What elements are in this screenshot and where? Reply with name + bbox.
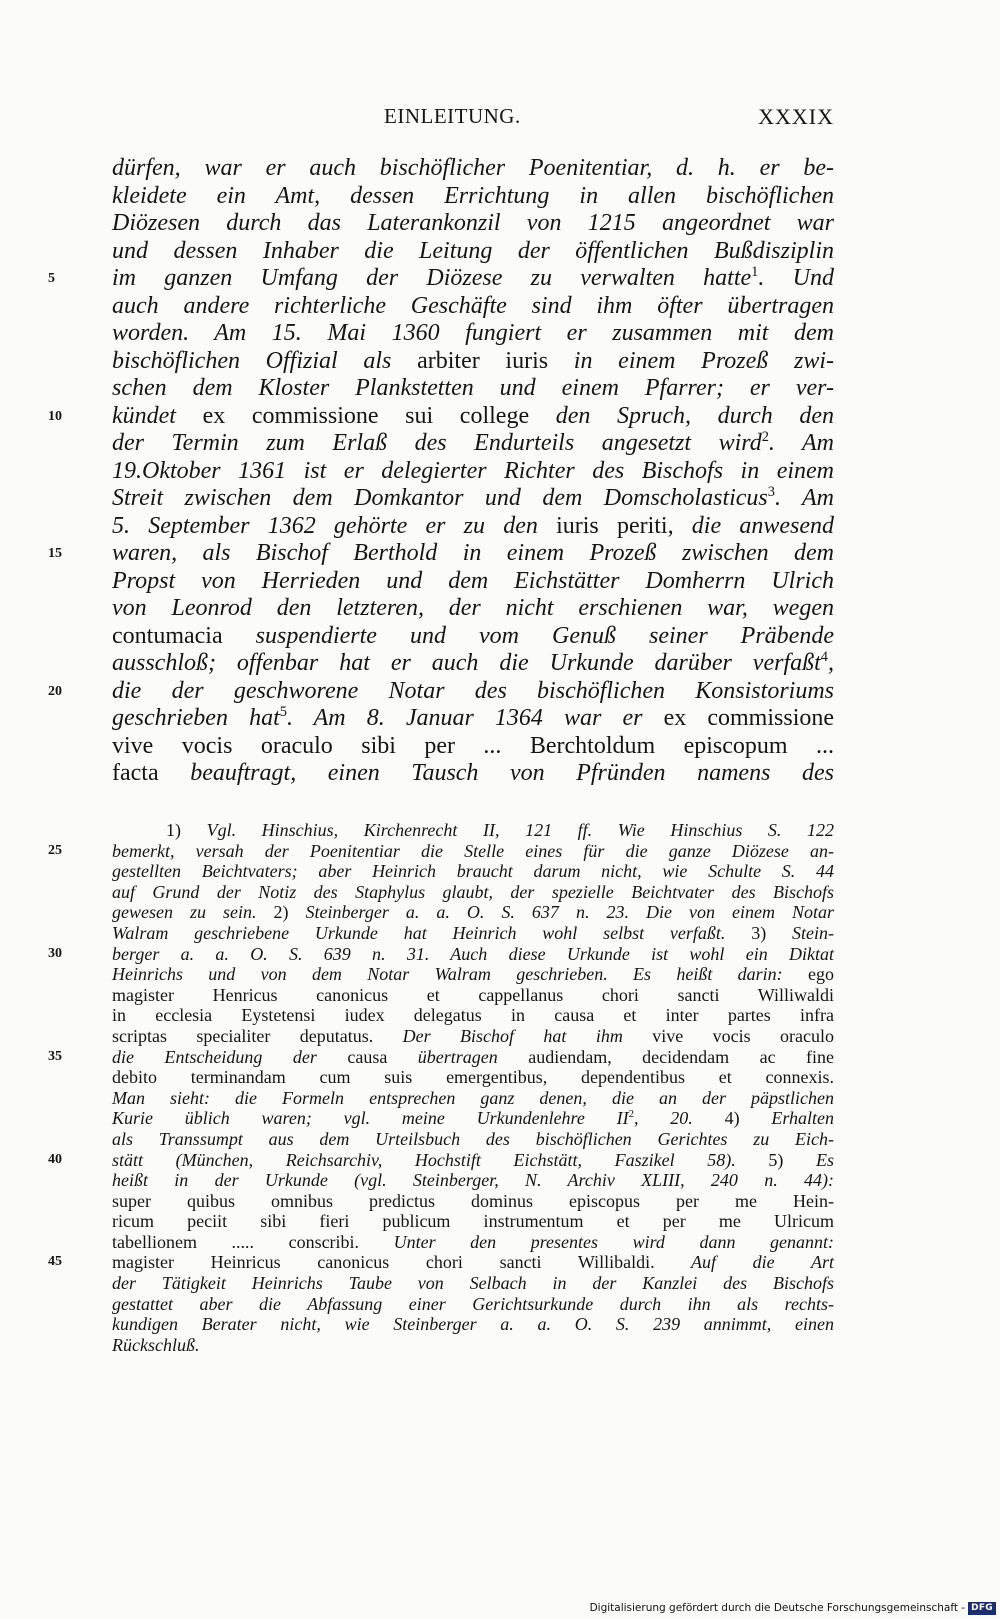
text-segment: 5)	[768, 1149, 817, 1170]
text-line	[48, 264, 834, 293]
text-segment: und dessen Inhaber die Leitung der öffentlichen Bußdisziplin	[112, 237, 834, 264]
footnote-line	[48, 1252, 835, 1273]
text-segment: schen dem Kloster Plankstetten und einem Pfarrer; er ver-	[112, 375, 834, 401]
text-segment: audiendam, decidendam ac fine	[528, 1046, 834, 1067]
footnote-line	[112, 1026, 834, 1047]
footnote-line	[48, 1046, 834, 1068]
text-segment: auf Grund der Notiz des Staphylus glaubt, der spezielle Beichtvater des Bischofs	[112, 881, 834, 902]
footnote-line	[112, 1191, 834, 1212]
text-segment: ricum peciit sibi fieri publicum instrumentum et per me Ulricum	[112, 1211, 834, 1232]
text-line	[112, 733, 834, 761]
text-segment: vive vocis oraculo	[652, 1025, 834, 1046]
footnote-line	[112, 1088, 834, 1109]
text-segment: auch andere richterliche Geschäfte sind ihm öfter übertragen	[112, 292, 834, 319]
running-title: EINLEITUNG.	[384, 104, 521, 128]
footnote-line	[112, 1211, 834, 1232]
text-line	[112, 183, 834, 211]
text-segment: dürfen, war er auch bischöflicher Poenitentiar, d. h. er be-	[112, 155, 834, 181]
footnote-line	[112, 1129, 834, 1150]
text-segment: Stein-	[792, 922, 835, 943]
funding-footer	[590, 1601, 996, 1615]
text-segment: bemerkt, versah der Poenitentiar die Stelle eines für die ganze Diözese an-	[112, 840, 834, 861]
text-segment: Diözesen durch das Laterankonzil von 1215 angeordnet war	[112, 210, 834, 236]
text-segment: stätt (München, Reichsarchiv, Hochstift Eichstätt, Faszikel 58).	[112, 1149, 769, 1170]
text-line	[112, 210, 834, 238]
footnote-line	[112, 1314, 834, 1335]
text-segment: in einem Prozeß zwi-	[548, 347, 834, 374]
footnote-line	[112, 1108, 834, 1129]
text-line	[112, 155, 834, 183]
text-segment: in ecclesia Eystetensi iudex delegatus in causa et inter partes infra	[112, 1005, 834, 1026]
footnote-line	[112, 1294, 834, 1315]
text-segment: worden. Am 15. Mai 1360 fungiert er zusammen mit dem	[112, 320, 834, 346]
text-segment: berger a. a. O. S. 639 n. 31. Auch diese Urkunde ist wohl ein Diktat	[112, 943, 834, 964]
text-segment: , 20.	[634, 1108, 725, 1129]
text-segment: 19.Oktober 1361 ist er delegierter Richter des Bischofs in einem	[112, 457, 834, 484]
text-segment: iuris periti	[556, 512, 668, 539]
text-line	[112, 705, 834, 733]
text-line	[112, 238, 834, 266]
text-segment: 4)	[724, 1108, 772, 1129]
text-segment: 2)	[273, 902, 306, 923]
text-segment: super quibus omnibus predictus dominus episcopus per me Hein-	[112, 1190, 834, 1211]
text-line	[112, 568, 834, 596]
text-segment: heißt in der Urkunde (vgl. Steinberger, N. Archiv XLIII, 240 n. 44):	[112, 1170, 834, 1191]
text-segment: der Termin zum Erlaß des Endurteils angesetzt wird	[112, 430, 762, 456]
dfg-logo: DFG	[968, 1602, 996, 1615]
running-header	[112, 104, 834, 134]
text-segment: contumacia	[112, 622, 223, 649]
text-segment: facta	[112, 760, 159, 786]
text-line	[112, 320, 834, 348]
page-number: XXXIX	[758, 104, 834, 129]
text-segment: 3)	[751, 922, 793, 943]
text-segment: Steinberger a. a. O. S. 637 n. 23. Die von einem Notar	[305, 902, 834, 923]
footnote-line	[112, 1335, 834, 1356]
text-line	[48, 402, 834, 431]
line-number: 15	[48, 546, 62, 561]
text-segment: 1)	[166, 820, 207, 840]
text-segment: Der Bischof hat ihm	[373, 1025, 653, 1046]
text-line	[48, 677, 834, 706]
text-segment: bischöflichen Offizial als	[112, 347, 418, 374]
text-segment: magister Heinricus canonicus chori sancti Willibaldi.	[112, 1252, 655, 1273]
text-line	[112, 595, 834, 623]
text-segment: . Am	[774, 485, 834, 511]
text-segment: Propst von Herrieden und dem Eichstätter Domherrn Ulrich	[112, 567, 834, 594]
footnote-line	[48, 840, 834, 862]
text-line	[112, 348, 834, 376]
footnote-line	[112, 1170, 834, 1191]
text-segment: gestellten Beichtvaters; aber Heinrich braucht darum nicht, wie Schulte S. 44	[112, 861, 834, 882]
footnote-line	[112, 1005, 834, 1026]
text-segment: von Leonrod den letzteren, der nicht erschienen war, wegen	[112, 595, 834, 621]
text-line	[112, 650, 834, 678]
footnote-marker: 2	[761, 429, 769, 445]
text-segment: Man sieht: die Formeln entsprechen ganz denen, die an der päpstlichen	[112, 1087, 834, 1108]
footnotes	[48, 820, 835, 1355]
main-text	[48, 155, 835, 788]
text-segment: suspendierte und vom Genuß seiner Präbende	[222, 622, 834, 649]
line-number: 30	[48, 945, 62, 961]
text-segment: . Am	[768, 430, 835, 456]
text-line	[112, 623, 834, 651]
footnote-line	[112, 1273, 834, 1294]
text-line	[112, 458, 834, 486]
text-segment: gewesen zu sein.	[112, 902, 274, 923]
text-line	[112, 760, 834, 788]
text-segment: übertragen	[387, 1046, 529, 1067]
line-number: 25	[48, 842, 62, 858]
line-number: 40	[48, 1151, 62, 1167]
footnote-marker: 5	[279, 704, 287, 720]
text-segment: die Entscheidung der	[112, 1046, 348, 1067]
text-segment: Walram geschriebene Urkunde hat Heinrich wohl selbst verfaßt.	[112, 922, 752, 943]
text-segment: waren, als Bischof Berthold in einem Prozeß zwischen dem	[112, 540, 834, 566]
footnote-line	[112, 861, 834, 882]
text-line	[112, 485, 834, 513]
text-line	[112, 375, 834, 403]
text-line	[112, 293, 834, 321]
text-segment: ,	[828, 650, 834, 676]
text-line	[112, 513, 834, 541]
text-segment: debito terminandam cum suis emergentibus, dependentibus et connexis.	[112, 1067, 834, 1088]
text-segment: magister Henricus canonicus et cappellanus chori sancti Williwaldi	[112, 984, 834, 1005]
text-segment: . Und	[758, 265, 834, 291]
footnote-line	[112, 1232, 834, 1253]
text-segment: den Spruch, durch den	[529, 402, 834, 429]
text-segment: Erhalten	[771, 1108, 835, 1129]
text-segment: , die anwesend	[667, 512, 834, 539]
text-segment: causa	[347, 1046, 388, 1067]
text-segment: 5. September 1362 gehörte er zu den	[112, 512, 557, 539]
footnote-line	[112, 882, 834, 903]
text-segment: im ganzen Umfang der Diözese zu verwalten hatte	[112, 265, 752, 291]
text-segment: der Tätigkeit Heinrichs Taube von Selbach in der Kanzlei des Bischofs	[112, 1273, 834, 1294]
text-segment: Heinrichs und von dem Notar Walram geschrieben. Es heißt darin:	[112, 964, 808, 985]
footnote-line	[48, 943, 834, 965]
text-segment: vive vocis oraculo sibi per ... Berchtoldum episcopum ...	[112, 732, 834, 759]
text-segment: geschrieben hat	[112, 705, 280, 731]
text-segment: ex commissione sui college	[202, 402, 530, 429]
footnote-line	[112, 923, 834, 944]
text-segment: ausschloß; offenbar hat er auch die Urkunde darüber verfaßt	[112, 650, 821, 676]
text-segment: Rückschluß.	[112, 1334, 200, 1355]
footnote-line	[112, 820, 834, 841]
text-segment: Kurie üblich waren; vgl. meine Urkundenlehre II	[112, 1108, 629, 1129]
text-segment: gestattet aber die Abfassung einer Gerichtsurkunde durch ihn als rechts-	[112, 1293, 834, 1314]
text-segment: Auf die Art	[654, 1252, 835, 1273]
line-number: 5	[48, 271, 55, 286]
text-segment: tabellionem ..... conscribi.	[112, 1231, 360, 1252]
text-segment: Vgl. Hinschius, Kirchenrecht II, 121 ff. Wie Hinschius S. 122	[206, 820, 834, 840]
text-segment: ex commissione	[663, 705, 835, 731]
footnote-line	[112, 985, 834, 1006]
footnote-line	[112, 964, 834, 985]
text-segment: kündet	[112, 402, 203, 429]
footnote-line	[48, 1149, 835, 1171]
text-line	[48, 540, 834, 568]
text-segment: Es	[816, 1149, 835, 1170]
footnote-line	[112, 902, 834, 923]
line-number: 20	[48, 683, 62, 699]
text-segment: kundigen Berater nicht, wie Steinberger a. a. O. S. 239 annimmt, einen	[112, 1314, 834, 1335]
footnote-marker: 1	[751, 264, 759, 280]
text-segment: Unter den presentes wird dann genannt:	[359, 1231, 834, 1252]
text-line	[112, 430, 834, 458]
line-number: 10	[48, 408, 62, 424]
text-segment: . Am 8. Januar 1364 war er	[286, 705, 664, 731]
text-segment: beauftragt, einen Tausch von Pfründen namens des	[158, 760, 834, 786]
text-segment: kleidete ein Amt, dessen Errichtung in allen bischöflichen	[112, 182, 834, 209]
footnote-line	[112, 1067, 834, 1088]
footnote-marker: 4	[820, 649, 828, 665]
text-segment: arbiter iuris	[417, 347, 549, 374]
text-segment: als Transsumpt aus dem Urteilsbuch des bischöflichen Gerichtes zu Eich-	[112, 1128, 834, 1149]
footnote-marker: 3	[767, 484, 775, 500]
text-segment: Streit zwischen dem Domkantor und dem Domscholasticus	[112, 485, 768, 511]
text-segment: ego	[808, 964, 834, 985]
footnote-marker: 2	[628, 1108, 635, 1121]
line-number: 45	[48, 1254, 62, 1270]
line-number: 35	[48, 1048, 62, 1064]
funding-notice: Digitalisierung gefördert durch die Deutsche Forschungsgemeinschaft -	[589, 1602, 966, 1614]
text-segment: scriptas specialiter deputatus.	[112, 1025, 374, 1046]
text-segment: die der geschworene Notar des bischöflichen Konsistoriums	[112, 677, 834, 704]
